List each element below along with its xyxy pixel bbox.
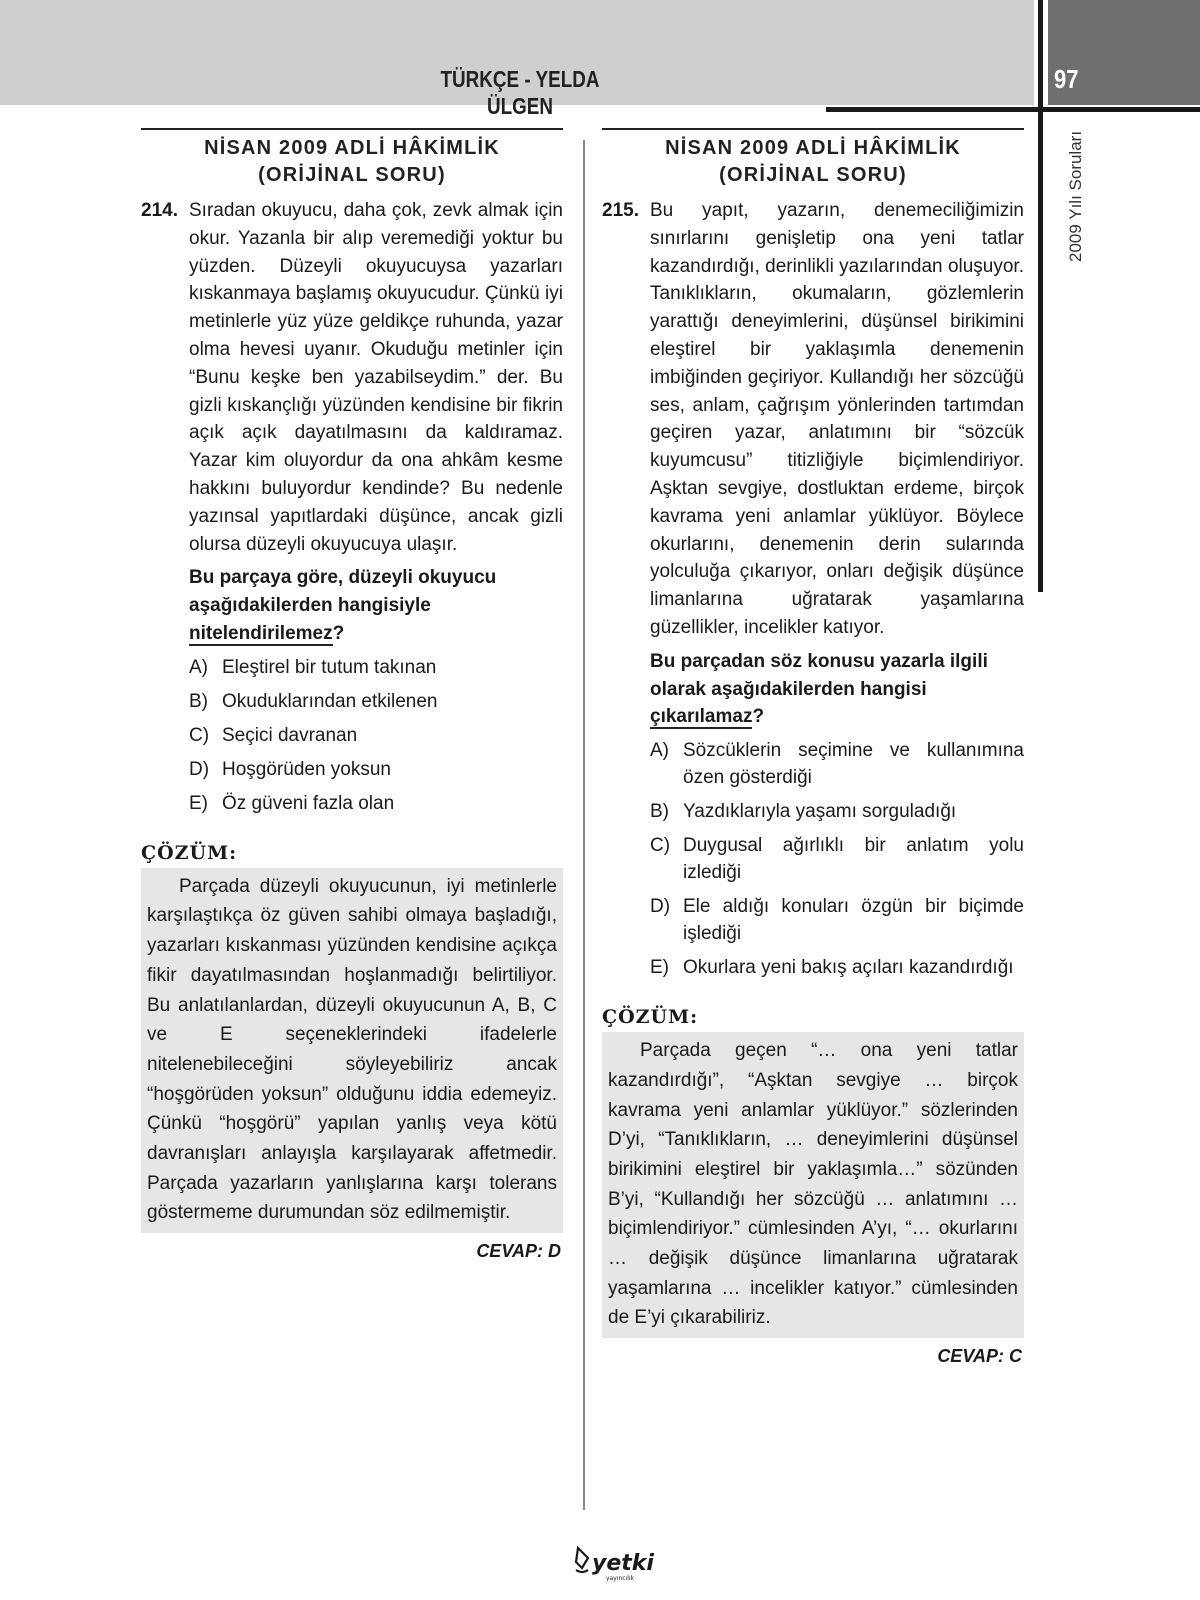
solution-text: Parçada düzeyli okuyucunun, iyi metinlerle karşılaştıkça öz güven sahibi olmaya başladığı, yazarları kıskanması yüzünden kendisine açıkça fikir dayatılmasından hoşlanmadığı belirtiliyor. Bu anlatılanlardan, düzeyli okuyucunun A, B, C ve E seçeneklerindeki ifadelerle nitelenebileceğini söyleyebiliriz ancak “hoşgörüden yoksun” olduğunu iddia edemeyiz. Çünkü “hoşgörü” yapılan yanlış veya kötü davranışları anlayışla karşılayarak affetmedir. Parçada yazarların yanlışlarına karşı tolerans göstermeme durumundan söz edilmemiştir. (141, 868, 563, 1233)
option-text: Ele aldığı konuları özgün bir biçimde işlediği (683, 896, 1024, 945)
prompt-text: Bu parçadan söz konusu yazarla ilgili olarak aşağıdakilerden hangisi (650, 650, 988, 700)
option-letter: D) (650, 896, 671, 918)
option-b (189, 688, 563, 715)
right-column (602, 128, 1024, 1367)
question-number: 215. (602, 200, 639, 221)
pen-nib-icon (576, 1548, 588, 1568)
publisher-logo (572, 1540, 662, 1584)
question-passage: Bu yapıt, yazarın, denemeciliğimizin sınırlarını genişletip ona yeni tatlar kazandırdığı, derinlikli yazılarından oluşuyor. Tanıklıkların, okumaların, gözlemlerin yarattığı deneyimlerini, düşünsel birikimini eleştirel bir yaklaşımla denemenin imbiğinden geçiriyor. Kullandığı her sözcüğü ses, anlam, çağrışım yönlerinden tartımdan geçiren yazar, anlatımını bir “sözcük kuyumcusu” titizliğiyle biçimlendiriyor. Aşktan sevgiye, dostluktan erdeme, birçok kavrama yeni anlamlar yüklüyor. Böylece okurlarını, denemenin derin sularında yolculuğa çıkarıyor, onları değişik düşünce limanlarına uğratarak yaşamlarına güzellikler, incelikler katıyor. (650, 200, 1024, 638)
logo-subtext: yayıncılık (606, 1575, 635, 1582)
option-letter: E) (650, 957, 669, 979)
logo-swoosh (576, 1570, 588, 1572)
option-text: Okuduklarından etkilenen (222, 690, 438, 712)
answer-options (650, 737, 1024, 981)
option-c (189, 722, 563, 749)
question-215 (602, 197, 1024, 988)
frame-horizontal-rule (826, 107, 1200, 112)
solution-heading: ÇÖZÜM: (602, 1006, 699, 1029)
option-text: Okurlara yeni bakış açıları kazandırdığı (683, 957, 1014, 979)
question-body (650, 197, 1024, 988)
frame-vertical-rule (1038, 0, 1043, 592)
question-214 (141, 197, 563, 824)
solution-heading: ÇÖZÜM: (141, 841, 238, 864)
option-e (650, 954, 1024, 981)
option-text: Seçici davranan (222, 724, 358, 746)
option-text: Öz güveni fazla olan (222, 792, 395, 814)
option-letter: C) (650, 835, 671, 857)
answer-key: CEVAP: D (476, 1241, 561, 1262)
option-letter: A) (189, 656, 208, 678)
heading-exam: NİSAN 2009 ADLİ HÂKİMLİK (665, 137, 961, 159)
question-prompt (650, 648, 1024, 731)
option-text: Hoşgörüden yoksun (222, 758, 391, 780)
solution-text: Parçada geçen “… ona yeni tatlar kazandırdığı”, “Aşktan sevgiye … birçok kavrama yeni anlamlar yüklüyor.” sözlerinden D’yi, “Tanıklıkların, … deneyimlerini düşünsel birikimini eleştirel bir yaklaşımla…” sözünden B’yi, “Kullandığı her sözcüğü … anlatımını … biçimlendiriyor.” cümlesinden A’yı, “… okurlarını … değişik düşünce limanlarına uğratarak yaşamlarına … incelikler katıyor.” cümlesinden de E’yi çıkarabiliriz. (602, 1032, 1024, 1338)
option-letter: B) (189, 690, 208, 712)
option-letter: C) (189, 724, 210, 746)
question-heading (602, 128, 1024, 189)
prompt-end: ? (752, 706, 765, 728)
question-prompt (189, 564, 563, 647)
question-passage: Sıradan okuyucu, daha çok, zevk almak için okur. Yazanla bir alıp veremediği yoktur bu yüzden. Düzeyli okuyucuysa yazarları kıskanmaya başlamış okuyucudur. Çünkü iyi metinlerle yüz yüze geldikçe ruhunda, yazar olma hevesi uyanır. Okuduğu metinler için “Bunu keşke ben yazabilseydim.” der. Bu gizli kıskançlığı yüzünden kendisine bir fikrin açık açık dayatılmasını da kaldıramaz. Yazar kim oluyordur da ona ahkâm kesme hakkını buluyordur kendinde? Bu nedenle yazınsal yapıtlardaki düşünce, ancak gizli olursa düzeyli okuyucuya ulaşır. (189, 200, 563, 555)
prompt-end: ? (332, 622, 345, 644)
answer-options (189, 654, 563, 817)
book-title: TÜRKÇE - YELDA ÜLGEN (440, 66, 600, 119)
option-letter: A) (650, 740, 669, 762)
option-letter: B) (650, 801, 669, 823)
side-section-label: 2009 Yılı Soruları (1066, 130, 1085, 262)
option-d (650, 893, 1024, 947)
option-e (189, 790, 563, 817)
heading-original: (ORİJİNAL SORU) (258, 164, 446, 186)
left-column (141, 128, 563, 1262)
question-number: 214. (141, 200, 178, 221)
option-a (189, 654, 563, 681)
option-letter: D) (189, 758, 210, 780)
option-c (650, 832, 1024, 886)
heading-exam: NİSAN 2009 ADLİ HÂKİMLİK (204, 137, 500, 159)
question-heading (141, 128, 563, 189)
question-body (189, 197, 563, 824)
prompt-emphasis: çıkarılamaz (650, 706, 753, 728)
heading-original: (ORİJİNAL SORU) (719, 164, 907, 186)
option-text: Duygusal ağırlıklı bir anlatım yolu izlediği (683, 835, 1024, 884)
prompt-text: Bu parçaya göre, düzeyli okuyucu aşağıdakilerden hangisiyle (189, 567, 497, 617)
option-letter: E) (189, 792, 208, 814)
option-text: Sözcüklerin seçimine ve kullanımına özen gösterdiği (683, 740, 1024, 789)
answer-key: CEVAP: C (937, 1346, 1022, 1367)
column-divider (583, 140, 585, 1510)
option-b (650, 798, 1024, 825)
option-d (189, 756, 563, 783)
prompt-emphasis: nitelendirilemez (189, 622, 333, 644)
option-a (650, 737, 1024, 791)
option-text: Yazdıklarıyla yaşamı sorguladığı (683, 801, 957, 823)
page-number: 97 (1054, 64, 1079, 94)
logo-wordmark: yetki (592, 1551, 654, 1576)
option-text: Eleştirel bir tutum takınan (222, 656, 437, 678)
